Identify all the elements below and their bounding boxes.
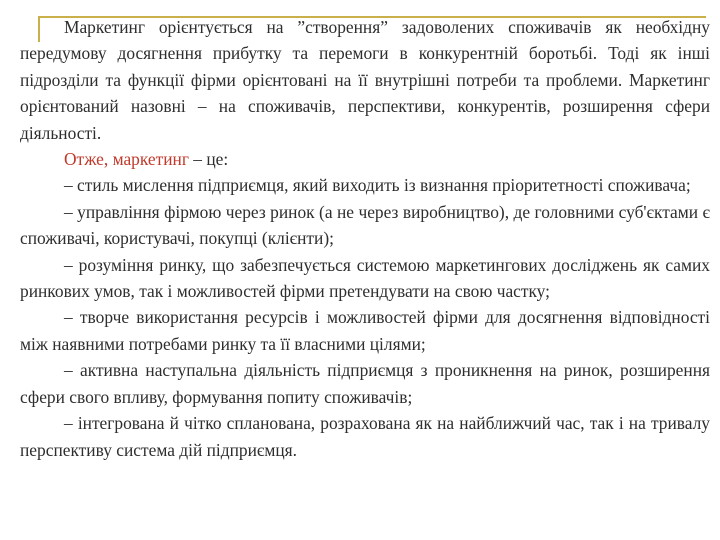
list-item: – творче використання ресурсів і можливостей фірми для досягнення відповідності між наявними потребами ринку та її власними цілями; [20,307,710,354]
list-item: – інтегрована й чітко спланована, розрахована як на найближчий час, так і на тривалу перспективу система дій підприємця. [20,413,710,460]
slide-body-text [20,14,710,463]
list-item: – активна наступальна діяльність підприємця з проникнення на ринок, розширення сфери свого впливу, формування попиту споживачів; [20,360,710,407]
definition-line [20,146,710,172]
list-item: – управління фірмою через ринок (а не через виробництво), де головними суб'єктами є споживачі, користувачі, покупці (клієнти); [20,201,710,249]
list-item: – розуміння ринку, що забезпечується системою маркетингових досліджень як самих ринкових умов, так і можливостей фірми претендувати на свою частку; [20,254,710,302]
definition-rest: – це: [188,149,229,170]
list-item: – стиль мислення підприємця, який виходить із визнання пріоритетності споживача; [64,175,691,196]
intro-paragraph: Маркетинг орієнтується на ”створення” задоволених споживачів як необхідну передумову досягнення прибутку та перемоги в конкурентній боротьбі. Тоді як інші підрозділи та функції фірми орієнтовані на її внутрішні потреби та проблеми. Маркетинг орієнтований назовні – на споживачів, перспективи, конкурентів, розширення сфери діяльності. [20,17,710,143]
definition-term: Отже, маркетинг [64,149,189,170]
